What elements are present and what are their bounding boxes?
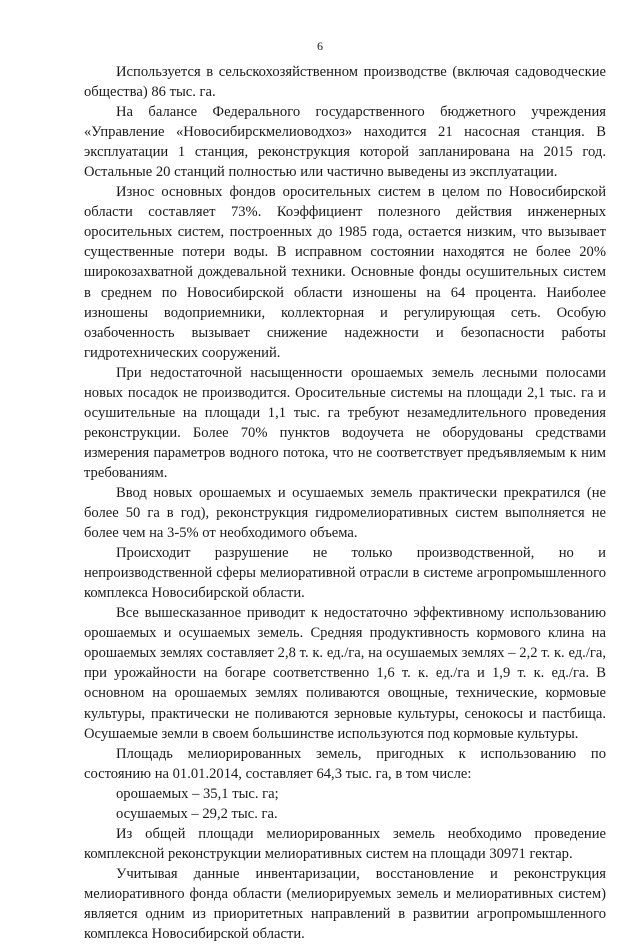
- paragraph-land-use: Используется в сельскохозяйственном производстве (включая садоводческие общества) 86 тыс. га.: [84, 64, 606, 101]
- page-number: 6: [317, 39, 323, 53]
- list-item-drained: осушаемых – 29,2 тыс. га.: [116, 805, 278, 822]
- paragraph-pumping-stations: На балансе Федерального государственного бюджетного учреждения «Управление «Новосибирскмелиоводхоз» находится 21 насосная станция. В эксплуатации 1 станция, реконструкция которой запланирована на 2015 год. Остальные 20 станций полностью или частично выведены из эксплуатации.: [84, 104, 606, 181]
- paragraph-irrigation-wear: Износ основных фондов оросительных систем в целом по Новосибирской области составляет 73%. Коэффициент полезного действия инженерных оросительных систем, построенных до 1985 года, остается низким, что вызывает существенные потери воды. В исправном состоянии находятся не более 20% широкозахватной дождевальной техники. Основные фонды осушительных систем в среднем по Новосибирской области изношены на 64 процента. Наиболее изношены водоприемники, коллекторная и регулирующая сеть. Особую озабоченность вызывает снижение надежности и безопасности работы гидротехнических сооружений.: [84, 184, 606, 361]
- paragraph-destruction: Происходит разрушение не только производственной, но и непроизводственной сферы мелиоративной отрасли в системе агропромышленного комплекса Новосибирской области.: [84, 545, 606, 602]
- list-item-irrigated: орошаемых – 35,1 тыс. га;: [116, 785, 279, 802]
- paragraph-new-lands: Ввод новых орошаемых и осушаемых земель практически прекратился (не более 50 га в год), реконструкция гидромелиоративных систем выполняется не более чем на 3-5% от необходимого объема.: [84, 484, 606, 542]
- paragraph-productivity: Все вышесказанное приводит к недостаточно эффективному использованию орошаемых и осушаемых земель. Средняя продуктивность кормового клина на орошаемых землях составляет 2,8 т. к. ед./га, на осушаемых землях – 2,2 т. к. ед./га, при урожайности на богаре соответственно 1,6 т. к. ед./га и 1,9 т. к. ед./га. В основном на орошаемых землях поливаются овощные, технические, кормовые культуры, практически не поливаются зерновые культуры, сенокосы и пастбища. Осушаемые земли в своем большинстве используются под кормовые культуры.: [84, 605, 606, 742]
- document-body: [84, 62, 606, 944]
- paragraph-forest-belts: При недостаточной насыщенности орошаемых земель лесными полосами новых посадок не производится. Оросительные системы на площади 2,1 тыс. га и осушительные на площади 1,1 тыс. га требуют незамедлительного проведения реконструкции. Более 70% пунктов водоучета не оборудованы средствами измерения параметров водного потока, что не соответствует предъявляемым к ним требованиям.: [84, 364, 606, 481]
- paragraph-reconstruction-area: Из общей площади мелиорированных земель необходимо проведение комплексной реконструкции мелиоративных систем на площади 30971 гектар.: [84, 825, 606, 862]
- paragraph-priority: Учитывая данные инвентаризации, восстановление и реконструкция мелиоративного фонда области (мелиорируемых земель и мелиоративных систем) является одним из приоритетных направлений в развитии агропромышленного комплекса Новосибирской области.: [84, 865, 606, 943]
- paragraph-reclaimed-area: Площадь мелиорированных земель, пригодных к использованию по состоянию на 01.01.2014, составляет 64,3 тыс. га, в том числе:: [84, 745, 606, 782]
